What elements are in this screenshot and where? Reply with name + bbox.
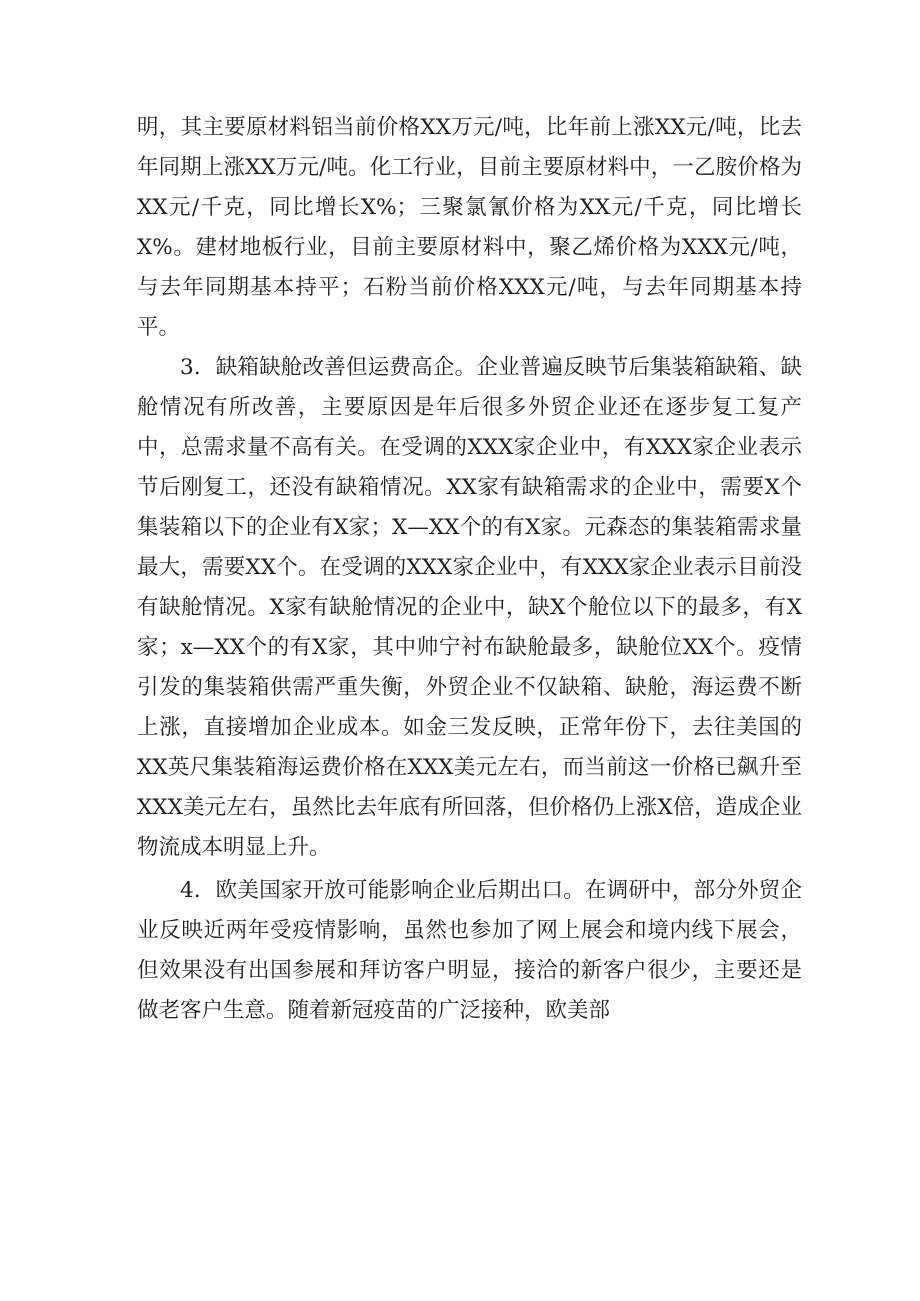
- paragraph-section-3: 3．缺箱缺舱改善但运费高企。企业普遍反映节后集装箱缺箱、缺舱情况有所改善，主要原因是年后很多外贸企业还在逐步复工复产中，总需求量不高有关。在受调的XXX家企业中，有XXX家企业表示节后刚复工，还没有缺箱情况。XX家有缺箱需求的企业中，需要X个集装箱以下的企业有X家；X—XX个的有X家。元森态的集装箱需求量最大，需要XX个。在受调的XXX家企业中，有XXX家企业表示目前没有缺舱情况。X家有缺舱情况的企业中，缺X个舱位以下的最多，有X家；x—XX个的有X家，其中帅宁衬布缺舱最多，缺舱位XX个。疫情引发的集装箱供需严重失衡，外贸企业不仅缺箱、缺舱，海运费不断上涨，直接增加企业成本。如金三发反映，正常年份下，去往美国的XX英尺集装箱海运费价格在XXX美元左右，而当前这一价格已飙升至XXX美元左右，虽然比去年底有所回落，但价格仍上涨X倍，造成企业物流成本明显上升。: [137, 355, 802, 860]
- document-body: [137, 108, 802, 1031]
- paragraph-section-4: 4．欧美国家开放可能影响企业后期出口。在调研中，部分外贸企业反映近两年受疫情影响，虽然也参加了网上展会和境内线下展会，但效果没有出国参展和拜访客户明显，接洽的新客户很少，主要还是做老客户生意。随着新冠疫苗的广泛接种，欧美部: [137, 878, 802, 1023]
- paragraph-continuation: 明，其主要原材料铝当前价格XX万元/吨，比年前上涨XX元/吨，比去年同期上涨XX万元/吨。化工行业，目前主要原材料中，一乙胺价格为XX元/千克，同比增长X%；三聚氯氰价格为XX元/千克，同比增长X%。建材地板行业，目前主要原材料中，聚乙烯价格为XXX元/吨，与去年同期基本持平；石粉当前价格XXX元/吨，与去年同期基本持平。: [137, 115, 802, 340]
